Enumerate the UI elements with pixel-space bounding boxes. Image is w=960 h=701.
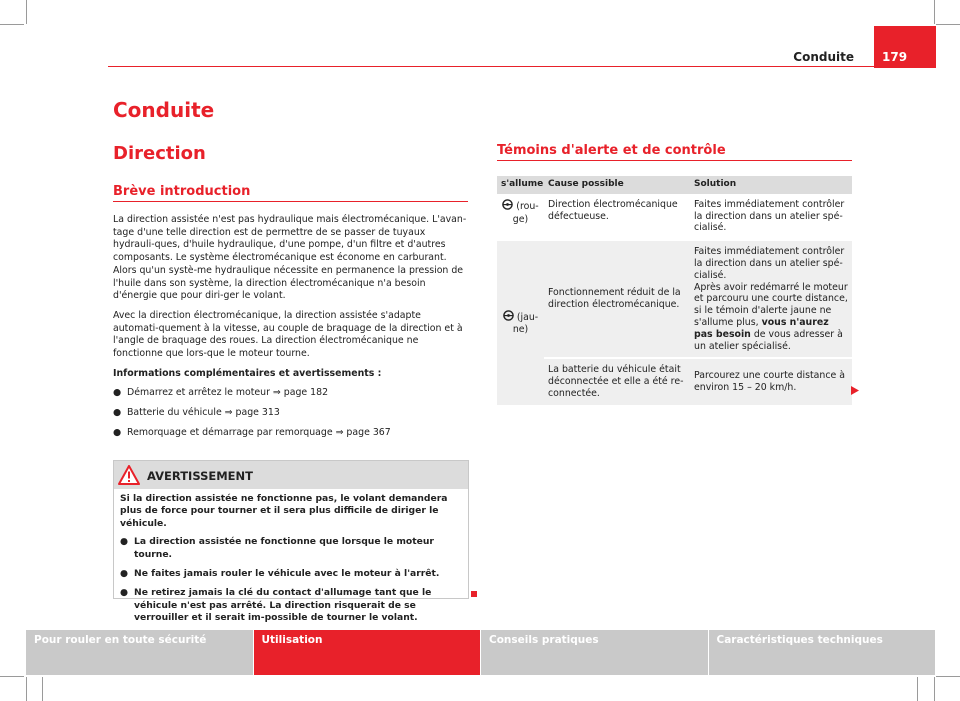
crop-mark — [26, 0, 27, 24]
warning-body — [114, 489, 468, 625]
cause-cell: Fonctionnement réduit de la direction électromécanique. — [544, 240, 690, 358]
list-item — [113, 387, 469, 400]
page-number: 179 — [874, 26, 936, 68]
crop-mark — [0, 24, 24, 25]
lamp-cell — [497, 240, 544, 406]
crop-mark — [936, 676, 960, 677]
paragraph: Avec la direction électromécanique, la direction assistée s'adapte automati-quement à la vitesse, au couple de braquage de la direction et à l'angle de braquage des roues. La direction électromécanique ne fonctionne que lors-que le moteur tourne. — [113, 309, 463, 360]
crop-mark — [26, 677, 27, 701]
table-section-title: Témoins d'alerte et de contrôle — [497, 143, 726, 158]
solution-text-part: de vous adresser à un atelier spécialisé. — [694, 328, 843, 352]
cause-cell: Direction électromécanique défectueuse. — [544, 194, 690, 240]
warning-title: AVERTISSEMENT — [147, 469, 254, 483]
footer-tab-usage[interactable]: Utilisation — [254, 630, 481, 675]
solution-text: Faites immédiatement contrôler la direction dans un atelier spé-cialisé. — [694, 246, 845, 281]
list-item — [120, 568, 462, 580]
section-end-marker — [471, 591, 477, 597]
solution-cell — [690, 240, 852, 358]
steering-wheel-warning-icon — [502, 199, 513, 214]
solution-emphasis: vous n'aurez pas besoin — [694, 316, 829, 340]
bullet: ● — [113, 426, 122, 438]
cross-reference-link[interactable]: Remorquage et démarrage par remorquage ⇒ page 367 — [127, 426, 391, 438]
lamp-color: (jau-ne) — [512, 311, 539, 336]
table-row — [497, 358, 852, 405]
crop-mark — [934, 677, 935, 701]
table-row — [497, 240, 852, 358]
warning-point: Ne faites jamais rouler le véhicule avec le moteur à l'arrêt. — [134, 568, 440, 580]
warning-point: Ne retirez jamais la clé du contact d'allumage tant que le véhicule n'est pas arrêté. La direction risquerait de se verrouiller et il serait im-possible de tourner le volant. — [134, 587, 432, 624]
crop-mark — [42, 677, 43, 701]
paragraph: La direction assistée n'est pas hydraulique mais électromécanique. L'avan-tage d'une telle direction est de permettre de se passer de tuyaux hydrauli-ques, d'huile hydraulique, d'une pompe, d'un filtre et d'autres composants. Le système électromécanique est économe en carburant. Alors qu'un systè-me hydraulique nécessite en permanence la pression de l'huile dans son système, la direction électromécanique n'a besoin d'énergie que pour diri-ger le volant. — [113, 214, 467, 302]
solution-text-part: Après avoir redémarré le moteur et parcouru une courte distance, si le témoin d'alerte jaune ne s'allume plus, — [694, 281, 848, 328]
footer-tab-tips[interactable]: Conseils pratiques — [481, 630, 708, 675]
cause-cell: La batterie du véhicule était déconnectée et elle a été re-connectée. — [544, 358, 690, 405]
warning-lamp-table — [497, 176, 852, 407]
lamp-cell — [497, 194, 544, 240]
info-heading: Informations complémentaires et avertissements : — [113, 367, 382, 379]
lamp-color: (rou-ge) — [512, 200, 539, 225]
intro-text — [113, 214, 469, 447]
table-header-row — [497, 176, 852, 194]
cross-reference-link[interactable]: Batterie du véhicule ⇒ page 313 — [127, 407, 280, 419]
list-item — [113, 427, 469, 440]
bullet: ● — [120, 587, 129, 599]
chapter-title: Conduite — [113, 98, 215, 122]
list-item — [120, 587, 462, 624]
list-item — [120, 536, 462, 561]
list-item — [113, 407, 469, 420]
crop-mark — [917, 677, 918, 701]
solution-cell: Parcourez une courte distance à environ 15 – 20 km/h. — [690, 358, 852, 405]
continue-arrow-icon — [851, 380, 859, 399]
table-row — [497, 194, 852, 240]
column-header: Cause possible — [544, 176, 690, 194]
warning-point: La direction assistée ne fonctionne que lorsque le moteur tourne. — [134, 536, 434, 560]
bullet: ● — [113, 387, 122, 399]
bullet: ● — [113, 407, 122, 419]
steering-wheel-warning-icon — [503, 310, 514, 325]
running-header-title: Conduite — [793, 50, 854, 64]
subsection-rule — [113, 201, 468, 202]
column-header: Solution — [690, 176, 852, 194]
crop-mark — [936, 24, 960, 25]
section-title: Direction — [113, 143, 206, 164]
warning-intro: Si la direction assistée ne fonctionne pas, le volant demandera plus de force pour tourner et il sera plus difficile de diriger le véhicule. — [120, 493, 448, 529]
bullet: ● — [120, 536, 129, 548]
footer-tab-safety[interactable]: Pour rouler en toute sécurité — [26, 630, 253, 675]
solution-cell: Faites immédiatement contrôler la direction dans un atelier spé-cialisé. — [690, 194, 852, 240]
header-rule — [108, 66, 935, 67]
table-section-rule — [497, 160, 852, 161]
bullet: ● — [120, 568, 129, 580]
footer-nav — [26, 630, 935, 675]
warning-header — [114, 461, 468, 489]
warning-box — [113, 460, 469, 624]
warning-triangle-icon — [118, 465, 140, 489]
cross-reference-link[interactable]: Démarrez et arrêtez le moteur ⇒ page 182 — [127, 387, 329, 399]
footer-tab-specs[interactable]: Caractéristiques techniques — [709, 630, 936, 675]
crop-mark — [934, 0, 935, 24]
crop-mark — [0, 676, 24, 677]
column-header: s'allume — [497, 176, 544, 194]
subsection-title: Brève introduction — [113, 184, 251, 199]
solution-text — [694, 282, 848, 353]
